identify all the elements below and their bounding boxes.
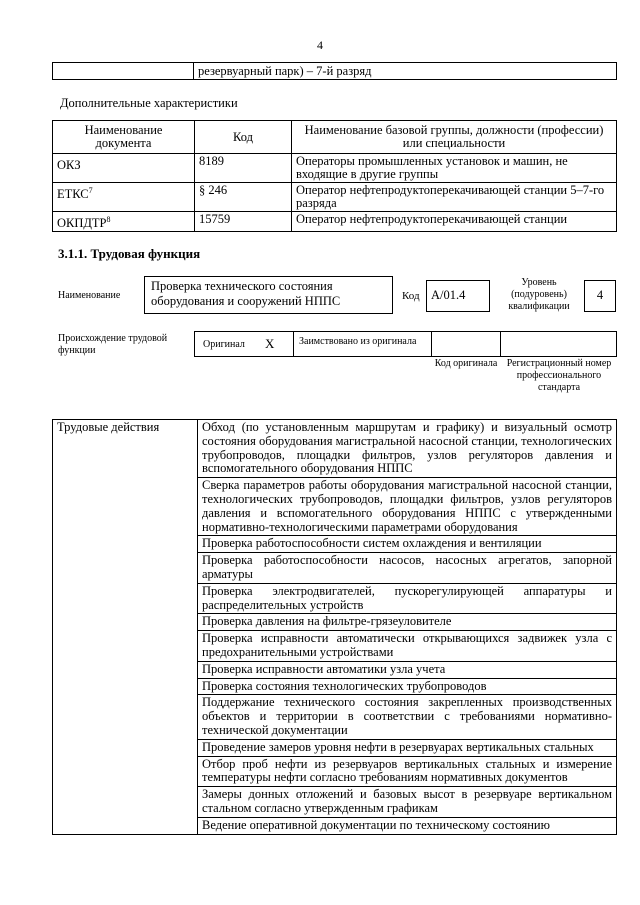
labor-action-item: Обход (по установленным маршрутам и графику) и визуальный осмотр состояния оборудования магистральной насосной станции, технологических трубопроводов, площадки фильтров, узлов регуляторов давления и вспомогательного оборудования НППС [198,420,617,478]
original-label: Оригинал [203,339,245,350]
labor-function-heading: 3.1.1. Трудовая функция [58,246,201,261]
code-label: Код [402,290,420,302]
additional-characteristics-table [52,120,617,232]
table-cell [53,63,194,80]
doc-cell: ЕТКС$^7$ [53,183,195,212]
continuation-row-table [52,62,617,80]
labor-action-item: Проверка исправности автоматики узла учета [198,661,617,678]
labor-action-item: Проверка состояния технологических трубопроводов [198,678,617,695]
orig-code-caption: Код оригинала [434,358,498,369]
labor-actions-label: Трудовые действия [53,420,198,835]
reg-number-box [500,331,617,357]
borrowed-box [293,331,432,357]
function-code-box: А/01.4 [426,280,490,312]
table-row [53,63,617,80]
name-cell: Оператор нефтепродуктоперекачивающей станции 5–7-го разряда [292,183,617,212]
level-label: Уровень (подуровень) квалификации [508,277,570,312]
orig-code-box [431,331,501,357]
table-row [53,183,617,212]
borrowed-label: Заимствовано из оригинала [299,336,417,347]
name-cell: Оператор нефтепродуктоперекачивающей станции [292,212,617,232]
labor-action-item: Поддержание технического состояния закрепленных производственных объектов и территории в соответствии с требованиями нормативно-технической документации [198,695,617,739]
header-doc: Наименование документа [53,121,195,154]
code-cell: 8189 [195,154,292,183]
table-header-row [53,121,617,154]
additional-characteristics-heading: Дополнительные характеристики [60,96,238,110]
original-box [194,331,294,357]
labor-action-item: Проверка давления на фильтре-грязеуловителе [198,614,617,631]
labor-actions-table [52,419,617,835]
original-mark: X [265,336,275,351]
code-cell: 15759 [195,212,292,232]
labor-action-item: Замеры донных отложений и базовых высот в резервуаре вертикальном стальном согласно утвержденным графикам [198,787,617,818]
labor-action-item: Проверка работоспособности систем охлаждения и вентиляции [198,536,617,553]
labor-action-item: Проверка работоспособности насосов, насосных агрегатов, запорной арматуры [198,553,617,584]
labor-action-item: Отбор проб нефти из резервуаров вертикальных стальных и измерение температуры нефти согласно требованиям нормативных документов [198,756,617,787]
table-row [53,154,617,183]
page-number: 4 [317,38,323,52]
function-name-box: Проверка технического состояния оборудования и сооружений НППС [144,276,393,314]
doc-cell: ОКПДТР$^8$ [53,212,195,232]
labor-action-item: Проверка электродвигателей, пускорегулирующей аппаратуры и распределительных устройств [198,583,617,614]
table-row [53,420,617,478]
level-box: 4 [584,280,616,312]
header-group: Наименование базовой группы, должности (профессии) или специальности [292,121,617,154]
table-row [53,212,617,232]
labor-action-item: Ведение оперативной документации по техническому состоянию [198,817,617,834]
labor-action-item: Сверка параметров работы оборудования магистральной насосной станции, технологических трубопроводов, площадки фильтров, узлов регуляторов давления и вспомогательного оборудования НППС с утвержденными нормативно-технологическими параметрами оборудования [198,478,617,536]
code-cell: § 246 [195,183,292,212]
labor-action-item: Проверка исправности автоматически открывающихся задвижек узла с предохранительными устройствами [198,631,617,662]
table-cell: резервуарный парк) – 7-й разряд [194,63,617,80]
name-label: Наименование [58,290,121,301]
name-cell: Операторы промышленных установок и машин, не входящие в другие группы [292,154,617,183]
origin-label: Происхождение трудовой функции [58,333,168,356]
header-code: Код [195,121,292,154]
doc-cell: ОКЗ [53,154,195,183]
reg-number-caption: Регистрационный номер профессионального стандарта [506,358,612,393]
labor-action-item: Проведение замеров уровня нефти в резервуарах вертикальных стальных [198,739,617,756]
